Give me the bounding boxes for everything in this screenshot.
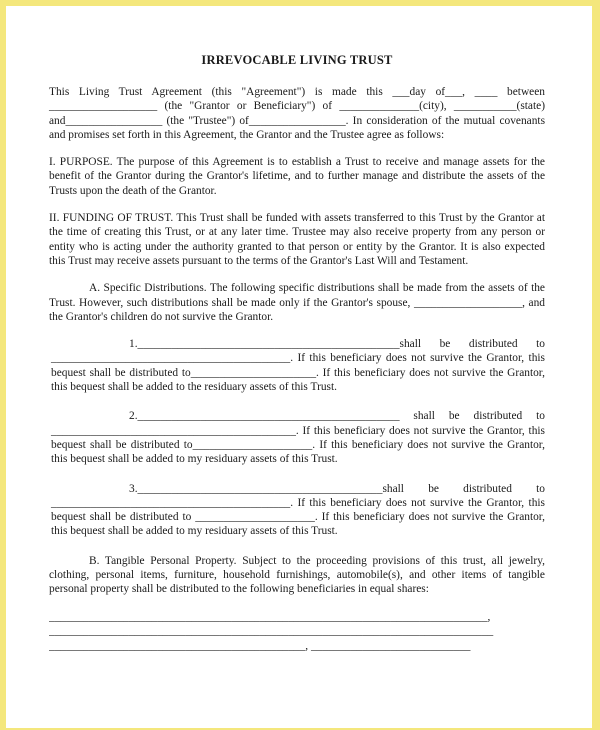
beneficiary-blank-lines: [49, 610, 545, 654]
bequest-text: ______________________________________________shall be distributed to __________________________________________. If this beneficiary does not survive the Grantor, this bequest shall be distributed to______________________. If this beneficiary does not survive the Grantor, this bequest shall be added to the residuary assets of this Trust.: [51, 338, 545, 394]
specific-distributions-paragraph: A. Specific Distributions. The following specific distributions shall be made from the assets of the Trust. However, such distributions shall be made only if the Grantor's spouse, ___________________, and the Grantor's children do not survive the Grantor.: [49, 282, 545, 323]
bequest-number: 2.: [129, 410, 138, 423]
bequest-text: ___________________________________________shall be distributed to __________________________________________. If this beneficiary does not survive the Grantor, this bequest shall be distributed to _____________________. If this beneficiary does not survive the Grantor, this bequest shall be added to my residuary assets of this Trust.: [51, 482, 545, 538]
bequest-2: [49, 409, 545, 466]
tangible-property-paragraph: B. Tangible Personal Property. Subject to the proceeding provisions of this trust, all jewelry, clothing, personal items, furniture, household furnishings, automobile(s), and other items of tangible personal property shall be distributed to the following beneficiaries in equal shares:: [49, 554, 545, 596]
bequest-1: [49, 337, 545, 394]
blank-line: _____________________________________________________________________________,: [49, 610, 491, 623]
bequest-text: ______________________________________________ shall be distributed to ___________________________________________. If this beneficiary does not survive the Grantor, this bequest shall be distributed to_____________________. If this beneficiary does not survive the Grantor, this bequest shall be added to my residuary assets of this Trust.: [51, 410, 545, 466]
blank-line: _____________________________________________, ____________________________: [49, 639, 471, 652]
document-page: [6, 6, 592, 728]
blank-line: ______________________________________________________________________________: [49, 625, 494, 638]
bequest-number: 3.: [129, 482, 138, 495]
bequest-3: [49, 482, 545, 539]
document-title: IRREVOCABLE LIVING TRUST: [201, 53, 393, 67]
bequest-number: 1.: [129, 338, 138, 351]
intro-paragraph: This Living Trust Agreement (this "Agreement") is made this ___day of___, ____ between ___________________ (the "Grantor or Beneficiary") of ______________(city), ___________(state) and_________________ (the "Trustee") of_________________. In consideration of the mutual covenants and promises set forth in this Agreement, the Grantor and the Trustee agree as follows:: [49, 86, 545, 141]
funding-paragraph: II. FUNDING OF TRUST. This Trust shall be funded with assets transferred to this Trust by the Grantor at the time of creating this Trust, or at any later time. Trustee may also receive property from any person or entity who is acting under the authority granted to that person or entity by the Grantor. It is also expected this Trust may receive assets pursuant to the terms of the Grantor's Last Will and Testament.: [49, 212, 545, 267]
purpose-paragraph: I. PURPOSE. The purpose of this Agreement is to establish a Trust to receive and manage assets for the benefit of the Grantor during the Grantor's lifetime, and to further manage and distribute the assets of the Trusts upon the death of the Grantor.: [49, 156, 545, 197]
